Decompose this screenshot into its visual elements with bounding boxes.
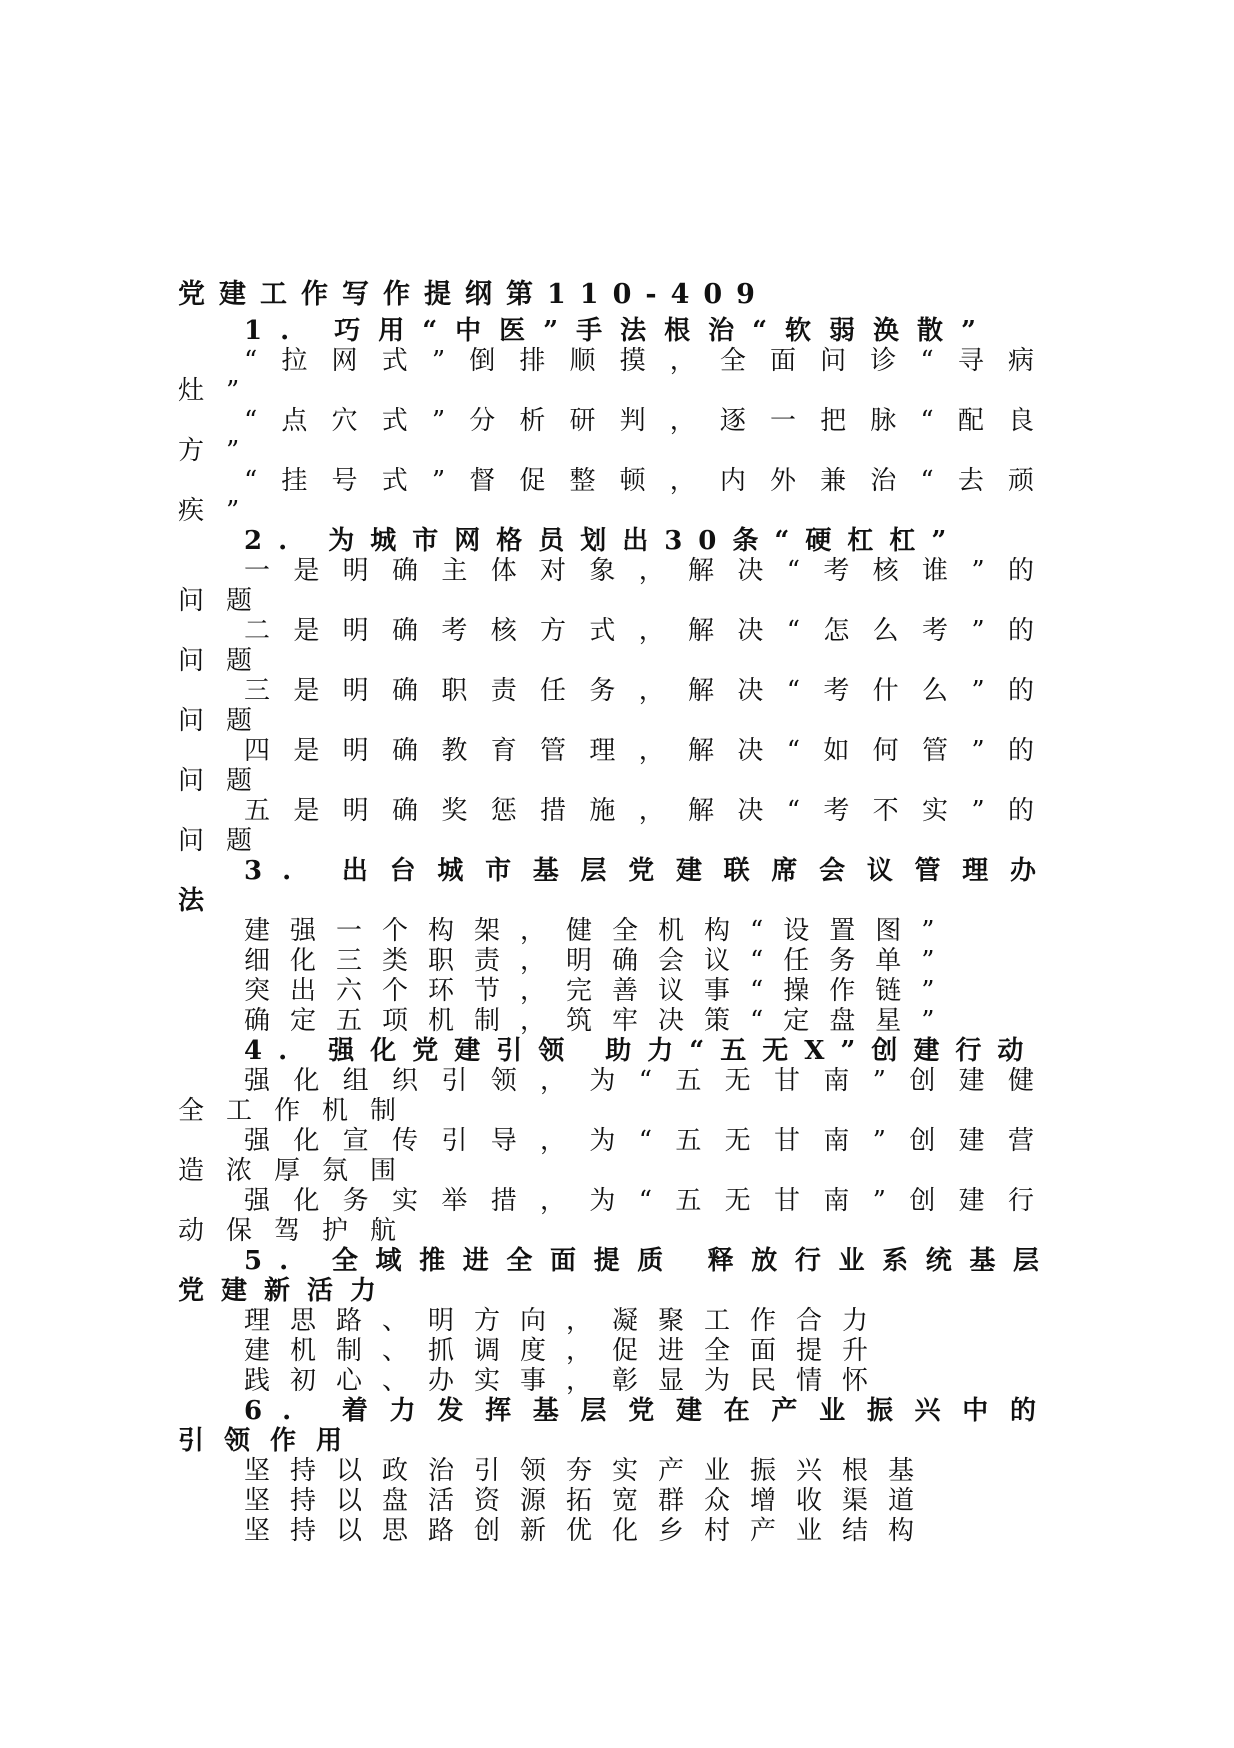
section-4: [178, 1036, 1056, 1246]
document-body: [178, 274, 1056, 1546]
list-item: 建强一个构架，健全机构“设置图”: [244, 916, 955, 946]
section-1: [178, 316, 1056, 526]
list-item: “挂号式”督促整顿，内外兼治“去顽疾”: [178, 466, 1056, 526]
section-5: [178, 1246, 1056, 1396]
list-item: 强化务实举措，为“五无甘南”创建行动保驾护航: [178, 1186, 1056, 1246]
list-item: 坚持以政治引领夯实产业振兴根基: [244, 1456, 935, 1486]
list-item: 三是明确职责任务，解决“考什么”的问题: [178, 676, 1056, 736]
list-item: 突出六个环节，完善议事“操作链”: [244, 976, 955, 1006]
section-heading: 3. 出台城市基层党建联席会议管理办法: [178, 856, 1056, 916]
list-item: 坚持以思路创新优化乡村产业结构: [244, 1516, 935, 1546]
list-item: 四是明确教育管理，解决“如何管”的问题: [178, 736, 1056, 796]
list-item: 理思路、明方向，凝聚工作合力: [244, 1306, 889, 1336]
section-heading: 2. 为城市网格员划出30条“硬杠杠”: [244, 526, 963, 556]
list-item: “点穴式”分析研判，逐一把脉“配良方”: [178, 406, 1056, 466]
section-3: [178, 856, 1056, 1036]
section-heading: 1. 巧用“中医”手法根治“软弱涣散”: [244, 316, 995, 346]
list-item: 细化三类职责，明确会议“任务单”: [244, 946, 955, 976]
list-item: 五是明确奖惩措施，解决“考不实”的问题: [178, 796, 1056, 856]
section-6: [178, 1396, 1056, 1546]
list-item: 一是明确主体对象，解决“考核谁”的问题: [178, 556, 1056, 616]
list-item: “拉网式”倒排顺摸，全面问诊“寻病灶”: [178, 346, 1056, 406]
list-item: 建机制、抓调度，促进全面提升: [244, 1336, 889, 1366]
section-heading: 4. 强化党建引领 助力“五无X”创建行动: [244, 1036, 1040, 1066]
list-item: 二是明确考核方式，解决“怎么考”的问题: [178, 616, 1056, 676]
document-title: 党建工作写作提纲第110-409: [178, 279, 769, 310]
list-item: 践初心、办实事，彰显为民情怀: [244, 1366, 889, 1396]
list-item: 强化宣传引导，为“五无甘南”创建营造浓厚氛围: [178, 1126, 1056, 1186]
section-heading: 6. 着力发挥基层党建在产业振兴中的引领作用: [178, 1396, 1056, 1456]
section-heading: 5. 全域推进全面提质 释放行业系统基层党建新活力: [178, 1246, 1056, 1306]
list-item: 坚持以盘活资源拓宽群众增收渠道: [244, 1486, 935, 1516]
list-item: 强化组织引领，为“五无甘南”创建健全工作机制: [178, 1066, 1056, 1126]
list-item: 确定五项机制，筑牢决策“定盘星”: [244, 1006, 955, 1036]
section-2: [178, 526, 1056, 856]
